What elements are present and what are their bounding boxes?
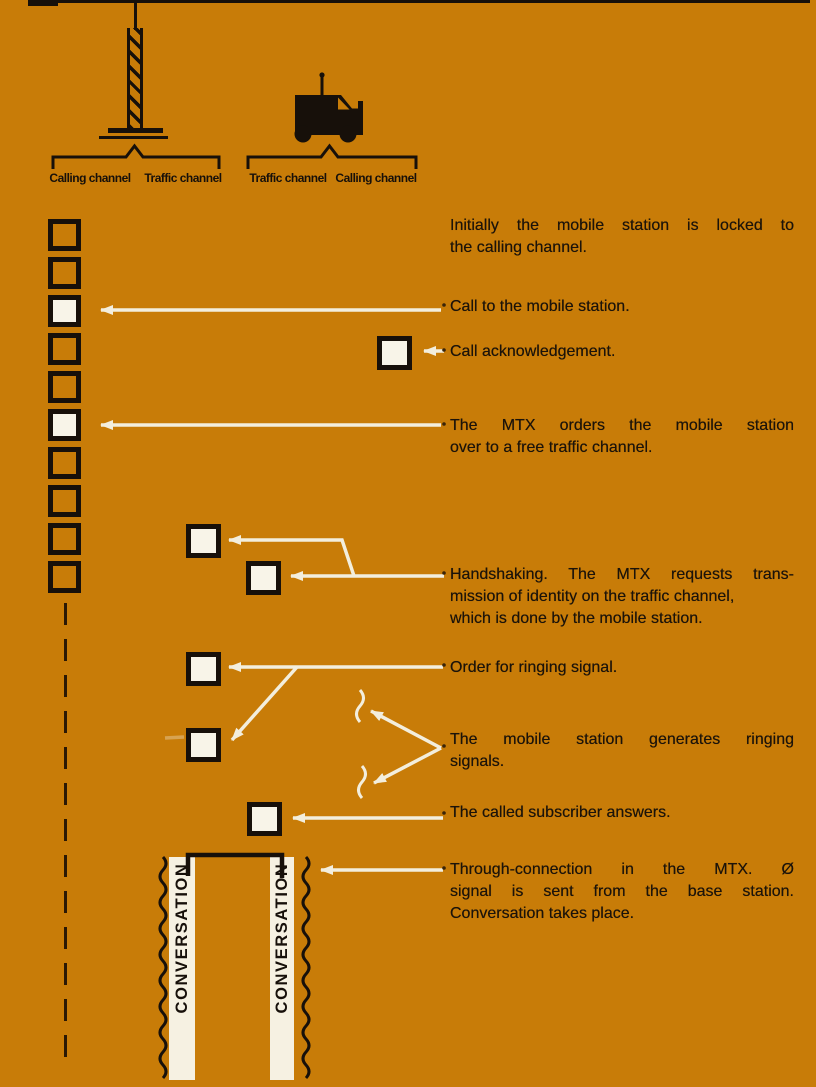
channel-label-ms-calling: Calling channel (335, 171, 417, 185)
tower-base (108, 128, 163, 133)
annotation-call-ack (450, 341, 794, 363)
signal-square-answer (247, 802, 282, 836)
annotation-line: which is done by the mobile station. (450, 610, 703, 627)
base-station-bracket (53, 146, 219, 169)
signal-square-call-ack (377, 336, 412, 370)
annotation-line: Conversation takes place. (450, 905, 635, 922)
channel-square (48, 257, 81, 289)
tower-ground-line (99, 136, 168, 139)
channel-label-ms-traffic: Traffic channel (249, 171, 327, 185)
signal-square-handshake-1 (186, 524, 221, 558)
truck-rear-wheel (295, 126, 312, 143)
calling-channel-frames-column (48, 219, 81, 593)
zigzag-line-right (303, 857, 309, 1078)
page-top-edge-chunk (28, 0, 58, 6)
annotation-subscriber-answer (450, 802, 794, 824)
channel-label-bs-traffic: Traffic channel (144, 171, 222, 185)
channel-square-mtx-order (48, 409, 81, 441)
annotation-line: Call to the mobile station. (450, 298, 630, 315)
annotation-handshaking (450, 564, 794, 630)
signal-square-ring-order (186, 652, 221, 686)
channel-square (48, 561, 81, 593)
annotation-line: the calling channel. (450, 239, 587, 256)
annotation-mtx-order (450, 415, 794, 459)
channel-square (48, 485, 81, 517)
channel-square (48, 371, 81, 403)
annotation-initial-lock (450, 215, 794, 259)
annotation-through-connection (450, 859, 794, 925)
annotation-line: signal is sent from the base station. (450, 883, 794, 900)
annotation-line: The called subscriber answers. (450, 804, 671, 821)
ringing-squiggle-upper (357, 690, 364, 722)
channel-square (48, 447, 81, 479)
truck-antenna-knob (319, 72, 324, 77)
page-top-edge-line (28, 0, 810, 3)
channel-square (48, 523, 81, 555)
annotation-line: The mobile station generates ringing (450, 731, 794, 748)
staple-bracket (188, 855, 282, 878)
channel-square (48, 333, 81, 365)
ringing-squiggle-lower (359, 766, 366, 798)
annotation-line: Call acknowledgement. (450, 343, 616, 360)
signal-square-ringing (186, 728, 221, 762)
annotation-call-to-mobile (450, 296, 794, 318)
channel-label-bs-calling: Calling channel (49, 171, 131, 185)
annotation-line: signals. (450, 753, 505, 770)
signal-square-handshake-2 (246, 561, 281, 595)
annotation-line: mission of identity on the traffic channel, (450, 588, 735, 605)
annotation-ringing-signals (450, 729, 794, 773)
tower-antenna (134, 3, 137, 30)
conversation-label-right: CONVERSATION (273, 862, 291, 1014)
annotation-line: over to a free traffic channel. (450, 439, 653, 456)
annotation-line: Through-connection in the MTX. Ø (450, 861, 794, 878)
faint-arrow-remnant (165, 737, 184, 738)
annotation-line: Handshaking. The MTX requests trans- (450, 566, 794, 583)
arrow-ring-order-branch (232, 667, 297, 740)
annotation-line: Initially the mobile station is locked to (450, 217, 794, 234)
mobile-station-bracket (248, 146, 416, 169)
annotation-line: Order for ringing signal. (450, 659, 618, 676)
truck-icon (283, 66, 373, 148)
print-dot-artifacts (442, 303, 446, 870)
conversation-label-left: CONVERSATION (173, 862, 191, 1014)
tower-mast (127, 28, 143, 129)
arrow-ringing-upper (371, 711, 441, 748)
arrow-ringing-lower (374, 748, 441, 783)
annotation-line: The MTX orders the mobile station (450, 417, 794, 434)
truck-front-wheel (340, 126, 357, 143)
channel-square-call-to-mobile (48, 295, 81, 327)
zigzag-line-left (160, 857, 166, 1078)
channel-square (48, 219, 81, 251)
annotation-ring-order (450, 657, 794, 679)
